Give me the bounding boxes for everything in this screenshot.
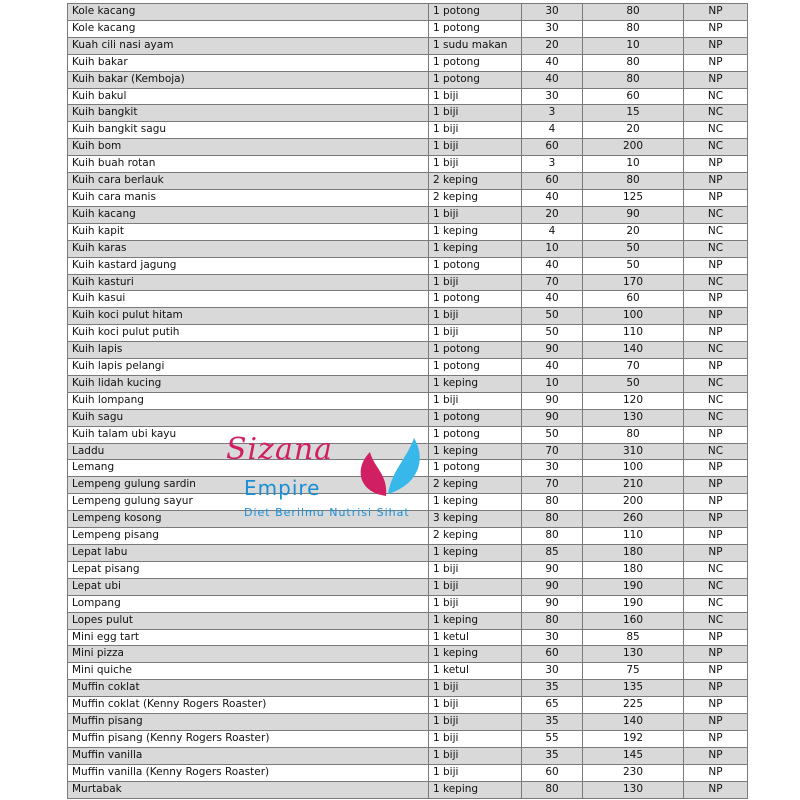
table-row (68, 156, 748, 173)
table-row (68, 511, 748, 528)
category-cell: NP (684, 4, 748, 21)
portion-cell: 2 keping (429, 528, 522, 545)
calorie-cell: 145 (583, 747, 684, 764)
food-name-cell: Kuih karas (68, 240, 429, 257)
calorie-cell: 310 (583, 443, 684, 460)
food-name-cell: Kole kacang (68, 4, 429, 21)
calorie-cell: 260 (583, 511, 684, 528)
carb-cell: 30 (522, 629, 583, 646)
portion-cell: 1 potong (429, 426, 522, 443)
category-cell: NP (684, 477, 748, 494)
table-row (68, 223, 748, 240)
portion-cell: 1 biji (429, 578, 522, 595)
carb-cell: 50 (522, 426, 583, 443)
category-cell: NC (684, 561, 748, 578)
category-cell: NP (684, 781, 748, 798)
carb-cell: 60 (522, 764, 583, 781)
food-name-cell: Kuih cara manis (68, 189, 429, 206)
carb-cell: 80 (522, 528, 583, 545)
food-name-cell: Kuih bangkit (68, 105, 429, 122)
portion-cell: 1 biji (429, 392, 522, 409)
portion-cell: 1 potong (429, 54, 522, 71)
calorie-cell: 50 (583, 240, 684, 257)
category-cell: NC (684, 88, 748, 105)
category-cell: NC (684, 342, 748, 359)
table-row (68, 122, 748, 139)
portion-cell: 1 biji (429, 105, 522, 122)
category-cell: NP (684, 71, 748, 88)
category-cell: NC (684, 578, 748, 595)
calorie-cell: 15 (583, 105, 684, 122)
carb-cell: 80 (522, 781, 583, 798)
table-row (68, 37, 748, 54)
carb-cell: 60 (522, 646, 583, 663)
portion-cell: 1 potong (429, 359, 522, 376)
table-row (68, 477, 748, 494)
calorie-cell: 130 (583, 781, 684, 798)
calorie-cell: 110 (583, 528, 684, 545)
food-name-cell: Kuih kacang (68, 206, 429, 223)
carb-cell: 30 (522, 4, 583, 21)
table-row (68, 460, 748, 477)
table-row (68, 561, 748, 578)
portion-cell: 1 biji (429, 139, 522, 156)
portion-cell: 1 biji (429, 325, 522, 342)
calorie-cell: 80 (583, 4, 684, 21)
calorie-cell: 100 (583, 308, 684, 325)
category-cell: NP (684, 20, 748, 37)
portion-cell: 1 keping (429, 494, 522, 511)
portion-cell: 1 potong (429, 71, 522, 88)
table-row (68, 342, 748, 359)
food-name-cell: Lopes pulut (68, 612, 429, 629)
category-cell: NP (684, 494, 748, 511)
food-name-cell: Kuih lapis (68, 342, 429, 359)
category-cell: NP (684, 156, 748, 173)
portion-cell: 1 biji (429, 764, 522, 781)
carb-cell: 90 (522, 578, 583, 595)
watermark-script: Sizana (226, 432, 334, 467)
table-row (68, 257, 748, 274)
carb-cell: 35 (522, 714, 583, 731)
category-cell: NP (684, 37, 748, 54)
table-row (68, 680, 748, 697)
table-row (68, 714, 748, 731)
calorie-cell: 192 (583, 730, 684, 747)
category-cell: NP (684, 663, 748, 680)
carb-cell: 65 (522, 697, 583, 714)
portion-cell: 1 biji (429, 156, 522, 173)
food-name-cell: Kuih bom (68, 139, 429, 156)
calorie-cell: 80 (583, 20, 684, 37)
portion-cell: 1 biji (429, 697, 522, 714)
category-cell: NP (684, 528, 748, 545)
food-name-cell: Muffin coklat (Kenny Rogers Roaster) (68, 697, 429, 714)
carb-cell: 40 (522, 257, 583, 274)
food-name-cell: Kuih bangkit sagu (68, 122, 429, 139)
table-row (68, 764, 748, 781)
carb-cell: 40 (522, 54, 583, 71)
carb-cell: 30 (522, 20, 583, 37)
food-name-cell: Kuih kasui (68, 291, 429, 308)
carb-cell: 90 (522, 342, 583, 359)
calorie-cell: 75 (583, 663, 684, 680)
carb-cell: 60 (522, 173, 583, 190)
portion-cell: 1 potong (429, 20, 522, 37)
carb-cell: 85 (522, 545, 583, 562)
portion-cell: 1 biji (429, 274, 522, 291)
category-cell: NC (684, 443, 748, 460)
calorie-cell: 80 (583, 54, 684, 71)
category-cell: NP (684, 764, 748, 781)
carb-cell: 70 (522, 443, 583, 460)
table-row (68, 494, 748, 511)
calorie-cell: 10 (583, 37, 684, 54)
category-cell: NP (684, 460, 748, 477)
table-row (68, 781, 748, 798)
food-name-cell: Muffin vanilla (Kenny Rogers Roaster) (68, 764, 429, 781)
food-name-cell: Kuah cili nasi ayam (68, 37, 429, 54)
table-row (68, 426, 748, 443)
portion-cell: 1 potong (429, 460, 522, 477)
portion-cell: 1 keping (429, 781, 522, 798)
carb-cell: 90 (522, 561, 583, 578)
table-row (68, 206, 748, 223)
category-cell: NC (684, 240, 748, 257)
food-name-cell: Laddu (68, 443, 429, 460)
portion-cell: 1 biji (429, 714, 522, 731)
calorie-cell: 130 (583, 409, 684, 426)
table-row (68, 375, 748, 392)
food-name-cell: Mini pizza (68, 646, 429, 663)
calorie-cell: 135 (583, 680, 684, 697)
carb-cell: 90 (522, 595, 583, 612)
food-name-cell: Kuih lompang (68, 392, 429, 409)
calorie-cell: 210 (583, 477, 684, 494)
category-cell: NC (684, 409, 748, 426)
portion-cell: 1 potong (429, 4, 522, 21)
category-cell: NP (684, 511, 748, 528)
carb-cell: 50 (522, 325, 583, 342)
table-row (68, 409, 748, 426)
watermark-tagline: Diet Berilmu Nutrisi Sihat (244, 506, 410, 519)
table-body (68, 4, 748, 799)
carb-cell: 30 (522, 88, 583, 105)
carb-cell: 70 (522, 274, 583, 291)
food-name-cell: Kuih koci pulut hitam (68, 308, 429, 325)
calorie-cell: 80 (583, 173, 684, 190)
portion-cell: 1 keping (429, 240, 522, 257)
carb-cell: 30 (522, 663, 583, 680)
table-row (68, 308, 748, 325)
carb-cell: 30 (522, 460, 583, 477)
portion-cell: 1 keping (429, 443, 522, 460)
food-name-cell: Kuih cara berlauk (68, 173, 429, 190)
carb-cell: 90 (522, 409, 583, 426)
food-name-cell: Lepat ubi (68, 578, 429, 595)
calorie-cell: 190 (583, 595, 684, 612)
category-cell: NP (684, 308, 748, 325)
carb-cell: 60 (522, 139, 583, 156)
portion-cell: 1 biji (429, 680, 522, 697)
food-name-cell: Kuih lapis pelangi (68, 359, 429, 376)
calorie-cell: 60 (583, 88, 684, 105)
portion-cell: 1 keping (429, 646, 522, 663)
category-cell: NC (684, 105, 748, 122)
category-cell: NP (684, 730, 748, 747)
food-name-cell: Muffin pisang (68, 714, 429, 731)
table-row (68, 291, 748, 308)
food-name-cell: Kuih bakul (68, 88, 429, 105)
portion-cell: 1 potong (429, 257, 522, 274)
carb-cell: 80 (522, 612, 583, 629)
calorie-cell: 10 (583, 156, 684, 173)
carb-cell: 40 (522, 189, 583, 206)
table-row (68, 392, 748, 409)
portion-cell: 1 keping (429, 375, 522, 392)
food-name-cell: Kuih koci pulut putih (68, 325, 429, 342)
table-row (68, 359, 748, 376)
food-name-cell: Kuih bakar (68, 54, 429, 71)
table-row (68, 173, 748, 190)
food-name-cell: Lempeng pisang (68, 528, 429, 545)
carb-cell: 35 (522, 747, 583, 764)
table-row (68, 54, 748, 71)
food-name-cell: Kole kacang (68, 20, 429, 37)
category-cell: NP (684, 714, 748, 731)
category-cell: NP (684, 646, 748, 663)
food-name-cell: Lempeng gulung sardin (68, 477, 429, 494)
category-cell: NC (684, 375, 748, 392)
category-cell: NC (684, 595, 748, 612)
food-name-cell: Lempeng gulung sayur (68, 494, 429, 511)
category-cell: NP (684, 257, 748, 274)
food-name-cell: Mini quiche (68, 663, 429, 680)
food-name-cell: Lepat labu (68, 545, 429, 562)
table-row (68, 612, 748, 629)
food-name-cell: Kuih bakar (Kemboja) (68, 71, 429, 88)
category-cell: NC (684, 274, 748, 291)
calorie-cell: 180 (583, 545, 684, 562)
portion-cell: 1 biji (429, 122, 522, 139)
portion-cell: 2 keping (429, 477, 522, 494)
table-row (68, 240, 748, 257)
food-name-cell: Muffin coklat (68, 680, 429, 697)
carb-cell: 20 (522, 206, 583, 223)
table-row (68, 528, 748, 545)
table-row (68, 697, 748, 714)
food-name-cell: Kuih sagu (68, 409, 429, 426)
calorie-cell: 50 (583, 375, 684, 392)
carb-cell: 10 (522, 240, 583, 257)
table-row (68, 595, 748, 612)
carb-cell: 3 (522, 156, 583, 173)
food-name-cell: Lempeng kosong (68, 511, 429, 528)
portion-cell: 1 ketul (429, 663, 522, 680)
calorie-cell: 130 (583, 646, 684, 663)
calorie-cell: 225 (583, 697, 684, 714)
calorie-cell: 120 (583, 392, 684, 409)
carb-cell: 80 (522, 511, 583, 528)
food-name-cell: Muffin vanilla (68, 747, 429, 764)
category-cell: NP (684, 426, 748, 443)
portion-cell: 1 keping (429, 223, 522, 240)
carb-cell: 40 (522, 359, 583, 376)
calorie-cell: 180 (583, 561, 684, 578)
portion-cell: 1 potong (429, 291, 522, 308)
category-cell: NP (684, 359, 748, 376)
table-row (68, 4, 748, 21)
table-row (68, 629, 748, 646)
portion-cell: 2 keping (429, 173, 522, 190)
calorie-cell: 125 (583, 189, 684, 206)
calorie-cell: 200 (583, 139, 684, 156)
table-row (68, 663, 748, 680)
portion-cell: 1 potong (429, 409, 522, 426)
food-name-cell: Kuih lidah kucing (68, 375, 429, 392)
calorie-cell: 50 (583, 257, 684, 274)
calorie-cell: 80 (583, 426, 684, 443)
calorie-cell: 190 (583, 578, 684, 595)
portion-cell: 1 biji (429, 308, 522, 325)
carb-cell: 40 (522, 71, 583, 88)
calorie-cell: 85 (583, 629, 684, 646)
carb-cell: 55 (522, 730, 583, 747)
portion-cell: 1 keping (429, 612, 522, 629)
portion-cell: 1 potong (429, 342, 522, 359)
food-name-cell: Kuih kasturi (68, 274, 429, 291)
table-row (68, 20, 748, 37)
category-cell: NP (684, 747, 748, 764)
food-name-cell: Mini egg tart (68, 629, 429, 646)
table-row (68, 189, 748, 206)
table-row (68, 578, 748, 595)
category-cell: NP (684, 54, 748, 71)
portion-cell: 1 biji (429, 206, 522, 223)
food-name-cell: Lemang (68, 460, 429, 477)
food-name-cell: Lompang (68, 595, 429, 612)
category-cell: NP (684, 697, 748, 714)
calorie-cell: 60 (583, 291, 684, 308)
carb-cell: 40 (522, 291, 583, 308)
category-cell: NC (684, 139, 748, 156)
watermark-name: Empire (244, 476, 321, 500)
category-cell: NP (684, 173, 748, 190)
portion-cell: 1 ketul (429, 629, 522, 646)
category-cell: NC (684, 392, 748, 409)
portion-cell: 1 keping (429, 545, 522, 562)
calorie-cell: 170 (583, 274, 684, 291)
food-calorie-table (67, 3, 748, 799)
carb-cell: 90 (522, 392, 583, 409)
food-name-cell: Kuih kapit (68, 223, 429, 240)
calorie-cell: 230 (583, 764, 684, 781)
carb-cell: 80 (522, 494, 583, 511)
category-cell: NP (684, 189, 748, 206)
table-row (68, 325, 748, 342)
table-row (68, 139, 748, 156)
portion-cell: 1 biji (429, 88, 522, 105)
table-row (68, 105, 748, 122)
category-cell: NC (684, 223, 748, 240)
calorie-cell: 140 (583, 342, 684, 359)
calorie-cell: 110 (583, 325, 684, 342)
category-cell: NC (684, 612, 748, 629)
table-row (68, 646, 748, 663)
calorie-cell: 90 (583, 206, 684, 223)
category-cell: NP (684, 291, 748, 308)
table-row (68, 545, 748, 562)
food-name-cell: Lepat pisang (68, 561, 429, 578)
portion-cell: 1 biji (429, 730, 522, 747)
category-cell: NP (684, 680, 748, 697)
calorie-cell: 200 (583, 494, 684, 511)
portion-cell: 1 biji (429, 561, 522, 578)
food-name-cell: Murtabak (68, 781, 429, 798)
portion-cell: 2 keping (429, 189, 522, 206)
table-row (68, 71, 748, 88)
carb-cell: 50 (522, 308, 583, 325)
table-row (68, 88, 748, 105)
category-cell: NP (684, 325, 748, 342)
food-name-cell: Kuih talam ubi kayu (68, 426, 429, 443)
calorie-cell: 140 (583, 714, 684, 731)
table-row (68, 443, 748, 460)
calorie-cell: 70 (583, 359, 684, 376)
category-cell: NP (684, 629, 748, 646)
calorie-cell: 80 (583, 71, 684, 88)
food-name-cell: Kuih buah rotan (68, 156, 429, 173)
carb-cell: 70 (522, 477, 583, 494)
carb-cell: 20 (522, 37, 583, 54)
portion-cell: 1 biji (429, 595, 522, 612)
category-cell: NC (684, 206, 748, 223)
carb-cell: 3 (522, 105, 583, 122)
calorie-cell: 20 (583, 223, 684, 240)
carb-cell: 10 (522, 375, 583, 392)
table-row (68, 730, 748, 747)
carb-cell: 35 (522, 680, 583, 697)
food-name-cell: Kuih kastard jagung (68, 257, 429, 274)
carb-cell: 4 (522, 122, 583, 139)
portion-cell: 1 biji (429, 747, 522, 764)
portion-cell: 1 sudu makan (429, 37, 522, 54)
food-name-cell: Muffin pisang (Kenny Rogers Roaster) (68, 730, 429, 747)
calorie-cell: 20 (583, 122, 684, 139)
calorie-cell: 160 (583, 612, 684, 629)
category-cell: NP (684, 545, 748, 562)
calorie-cell: 100 (583, 460, 684, 477)
carb-cell: 4 (522, 223, 583, 240)
table-row (68, 747, 748, 764)
table-row (68, 274, 748, 291)
portion-cell: 3 keping (429, 511, 522, 528)
category-cell: NC (684, 122, 748, 139)
